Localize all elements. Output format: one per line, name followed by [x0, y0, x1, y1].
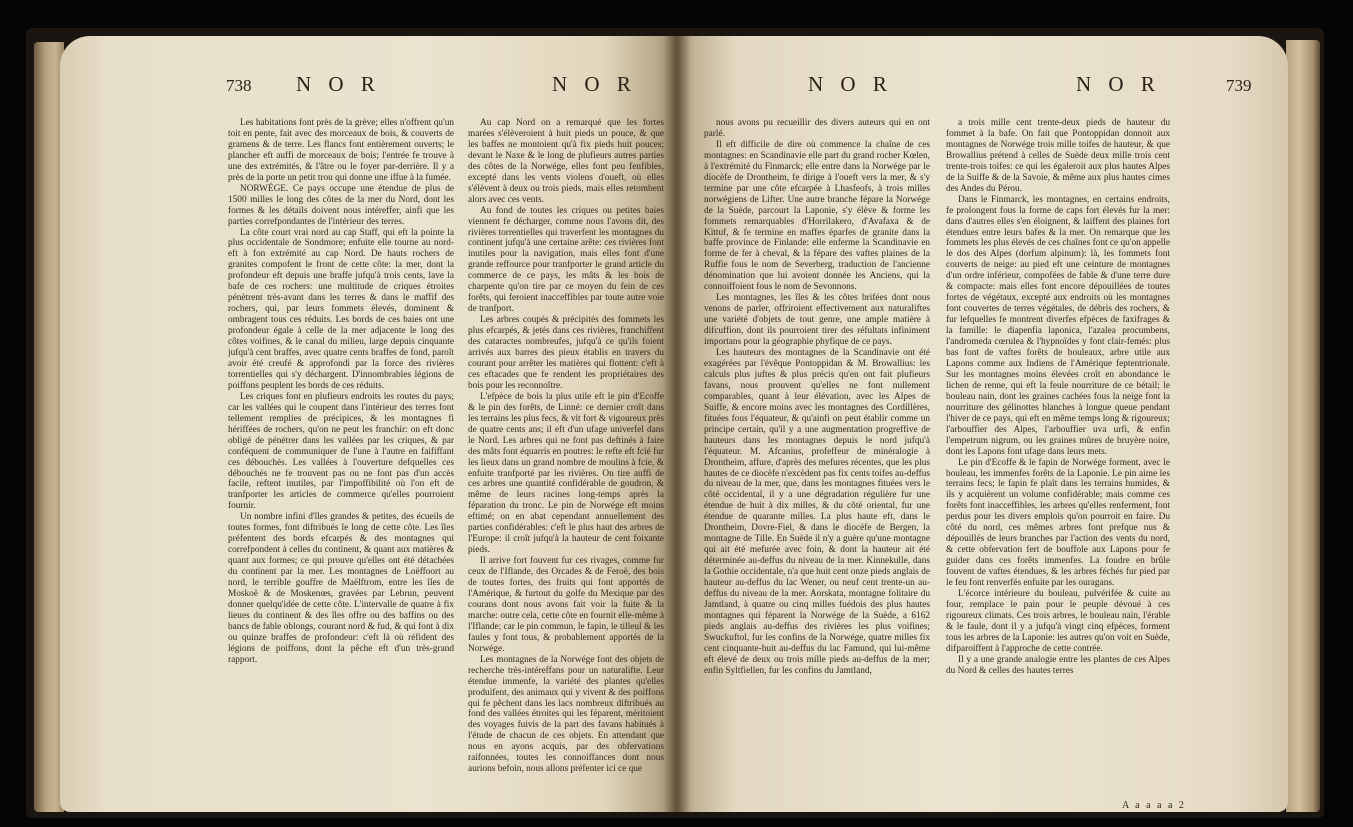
paragraph: Les montagnes de la Norwége font des objets de recherche très-intéreffans pour un naturalifte. Leur étendue immenfe, la variété des plantes qu'elles produifent, des animaux qui y vivent & des poiffons qui fe pêchent dans les lacs nombreux diftribués au fond des vallées étroites qui les féparent, méritoient des voyages fuivis de la part des favans habitués à l'étude de chacun de ces objets. En attendant que nous en ayons acquis, par des obfervations raifonnées, toutes les connoiffances dont nous aurions befoin, nous allons préfenter ici ce que [468, 654, 664, 775]
right-page-edges [1286, 40, 1320, 812]
left-page-number: 738 [226, 76, 252, 95]
left-page [60, 36, 676, 812]
left-column-1 [228, 118, 454, 798]
left-running-head-2: N O R [552, 72, 637, 96]
signature-mark: A a a a a 2 [1122, 800, 1186, 811]
right-column-2 [946, 118, 1170, 798]
paragraph: L'efpèce de bois la plus utile eft le pin d'Ecoffe & le pin des forêts, de Linné: ce dernier croît dans les terrains les plus fecs, & vit fort & vigoureux près de quatre cents ans; il eft d'un ufage univerfel dans le Nord. Les arbres qui ne font pas deftinés à faire des mâts font équarris en poutres: le refte eft fcié fur les lieux dans un grand nombre de moulins à fcie, & enfuite tranfporté par les rivières. On tire auffi de ces arbres une quantité confidérable de goudron, & même de leurs racines long-temps après la féparation du tronc. Le pin de Norwége eft moins eftimé; on en abat cependant annuellement des parties confidérables: c'eft le plus haut des arbres de l'Europe: il croît jufqu'à la hauteur de cent foixante pieds. [468, 391, 664, 556]
paragraph: Les criques font en plufieurs endroits les routes du pays; car les vallées qui le coupent dans l'intérieur des terres font tellement remplies de précipices, & les montagnes fi hériffées de rochers, qu'on ne peut les franchir: on eft donc obligé de pénétrer dans les vallées par les criques, & par conféquent de communiquer de l'une à l'autre en faififfant ces débouchés. Les vallées à l'ouverture defquelles ces débouchés ne fe trouvent pas ou ne font pas d'un accès facile, reftent inutiles, par l'impoffibilité où l'on eft de tranfporter les articles de commerce qu'elles pourroient fournir. [228, 391, 454, 512]
book-gutter [664, 36, 690, 812]
right-column-1 [704, 118, 930, 798]
paragraph: Le pin d'Ecoffe & le fapin de Norwége forment, avec le bouleau, les immenfes forêts de la Laponie. Le pin aime les terrains fecs; le fapin fe plaît dans les terrains humides, & ils y acquièrent un volume confidérable; mais comme ces forêts font inacceffibles, les arbres qu'elles renferment, font perdus pour les divers emplois qu'on pourroit en faire. Du côté du nord, ces mêmes arbres font prefque nus & dépouillés de leurs branches par l'action des vents du nord, & cette obfervation fert de bouffole aux Lapons pour fe guider dans ces forêts immenfes. La foudre en brûle fouvent de vaftes étendues, & les arbres féchés fur pied par le feu font renverfés enfuite par les ouragans. [946, 457, 1170, 589]
right-page [676, 36, 1288, 812]
paragraph: Les hauteurs des montagnes de la Scandinavie ont été exagérées par l'évêque Pontoppidan & M. Browallius: les calculs plus juftes & plus précis qu'en ont fait plufieurs favans, nous prouvent qu'elles ne font nullement comparables, quant à leur élévation, avec les Alpes de Suiffe, & encore moins avec les montagnes des Cordillères, fituées fous l'équateur, & qu'ainfi on peut établir comme un principe certain, qu'il y a une augmentation progreffive de hauteurs dans les montagnes depuis le nord jufqu'à l'équateur. M. Afcanius, profeffeur de minéralogie à Drontheim, affure, d'après des mefures récentes, que les plus hautes de ce diocèfe n'excèdent pas fix cents toifes au-deffus du niveau de la mer, que, dans les montagnes fituées vers le côté occidental, il y a une dégradation régulière fur une étendue de huit à dix milles, & du côté oriental, fur une étendue de quarante milles. La plus haute eft, dans le Drontheim, Dovre-Fiel, & dans le diocèfe de Bergen, la montagne de Tille. En Suède il n'y a guère qu'une montagne qui ait été mefurée avec foin, & dont la hauteur ait été déterminée au-deffus du niveau de la mer. Kinnekulle, dans la Gothie occidentale, n'a que huit cent onze pieds anglais de hauteur au-deffus du lac Wener, ou neuf cent trente-un au-deffus du niveau de la mer. Aorskata, montagne folitaire du Jamtland, à quatre ou cinq milles fuédois des plus hautes montagnes qui féparent la Norwége de la Suède, a 6162 pieds anglais au-deffus des rivières les plus voifines; Swuckuftol, fur les confins de la Norwége, quatre milles fix cent cinquante-huit au-deffus du lac Famund, qui lui-même eft élevé de deux ou trois mille pieds au-deffus de la mer; enfin Syltfiellen, fur les confins du Jamtland, [704, 348, 930, 676]
paragraph: nous avons pu recueillir des divers auteurs qui en ont parlé. [704, 118, 930, 139]
right-running-head-2: N O R [1076, 72, 1161, 96]
paragraph: NORWÉGE. Ce pays occupe une étendue de plus de 1500 milles le long des côtes de la mer du Nord, dont les formes & les détails doivent nous intéreffer, ainfi que les parties correfpondantes de l'intérieur des terres. [228, 183, 454, 227]
paragraph: Les arbres coupés & précipités des fommets les plus efcarpés, & jetés dans ces rivières, franchiffent des cataractes nombreufes, jufqu'à ce qu'ils foient arrivés aux barres des pieux établis en travers du courant pour arrêter les matières qui flottent: c'eft à ces eftacades que fe rendent les propriétaires des bois pour les reconnoître. [468, 315, 664, 391]
paragraph: Les habitations font près de la grève; elles n'offrent qu'un toit en pente, fait avec des morceaux de bois, & couverts de gramens & de terre. Les flancs font entièrement ouverts; le plancher eft auffi de morceaux de bois; l'entrée fe trouve à une des extrémités, & l'âtre ou le foyer par-derrière. Il y a près de la porte un petit trou qui donne une iffue à la fumée. [228, 118, 454, 183]
paragraph: Il arrive fort fouvent fur ces rivages, comme fur ceux de l'Iflande, des Orcades & de Feroë, des bois de toutes fortes, des fruits qui font apportés de l'Amérique, & furtout du golfe du Mexique par des courans dont nous avons fait voir la fuite & la marche: outre cela, cette côte en fournit elle-même à l'Iflande; car le pin commun, le fapin, le tilleul & les faules y font tous, & probablement apportés de la Norwége. [468, 556, 664, 654]
paragraph: Au fond de toutes les criques ou petites baies viennent fe décharger, comme nous l'avons dit, des rivières torrentielles qui traverfent les montagnes du continent jufqu'à une certaine arête: ces rivières font inutiles pour la navigation, mais elles font d'une grande reffource pour tranfporter le grand article du commerce de ce pays, les mâts & les bois de charpente qu'on tire par ce moyen du fein de ces forêts, qui feroient inacceffibles par toute autre voie de tranfport. [468, 205, 664, 315]
paragraph: La côte court vrai nord au cap Staff, qui eft la pointe la plus occidentale de Sondmore; enfuite elle tourne au nord-eft à fon extrémité au cap Nord. De hauts rochers de granites compofent le front de cette côte: la mer, dont la profondeur eft depuis une braffe jufqu'à trois cents, lave la bafe de ces rochers: une multitude de criques étroites pénètrent très-avant dans les terres & dans le maffif des rochers, qui, par leurs fommets élevés, dominent & ombragent tous ces réduits. Les bords de ces baies ont une profondeur égale à celle de la mer adjacente le long des côtes voifines, & le canal du milieu, large depuis cinquante jufqu'à cent braffes, avec quatre cents braffes de fond, paroît avoir été creufé & approfondi par la force des rivières torrentielles qui s'y déchargent. D'innombrables légions de poiffons peuplent les bords de ces réduits. [228, 227, 454, 391]
paragraph: a trois mille cent trente-deux pieds de hauteur du fommet à la bafe. On fait que Pontoppidan donnoit aux montagnes de Norwége trois mille toifes de hauteur, & que Browallius prétend à celles de Suède deux mille trois cent trente-trois toifes: ce qui les égaleroit aux plus hautes Alpes de la Suiffe & de la Savoie, & même aux plus hautes cimes des Andes du Pérou. [946, 118, 1170, 194]
paragraph: L'écorce intérieure du bouleau, pulvérifée & cuite au four, remplace le pain pour le peuple dévoué à ces rigoureux climats. Ces trois arbres, le bouleau nain, l'érable & le faule, dont il y a jufqu'à vingt cinq efpèces, forment tous les arbres de la Laponie: les autres qu'on voit en Suède, difparoiffent à l'approche de cette contrée. [946, 588, 1170, 654]
paragraph: Un nombre infini d'îles grandes & petites, des écueils de toutes formes, font diftribués le long de cette côte. Les îles préfentent des bords efcarpés & des montagnes qui correfpondent à celles du continent, & quant aux matières & quant aux formes; ce qui prouve qu'elles ont été détachées du continent par la mer. Les montagnes de Loëffoort au nord, le terrible gouffre de Maëlftrom, entre les îles de Moskoë & de Moskenœs, gravées par Lebrun, peuvent donner quelqu'idée de cette côte. L'intervalle de quatre à fix lieues du continent & des îles offre ou des baffins ou des bancs de fable oblongs, courant nord & fud, & qui font à dix ou quinze braffes de profondeur: c'eft là où réfident des légions de poiffons, dont la pêche eft d'un très-grand rapport. [228, 512, 454, 665]
paragraph: Il eft difficile de dire où commence la chaîne de ces montagnes: en Scandinavie elle part du grand rocher Kœlen, à l'extrémité du Finmarck; elle entre dans la Norwége par le diocèfe de Drontheim, fe dirige à l'oueft vers la mer, & s'y termine par une côte efcarpée à Lhasfeofs, à trois milles norwégiens de Lifter. Une autre branche fépare la Norwége de la Suède, parcourt la Laponie, s'y élève & forme les fommets remarquables d'Horrilakero, d'Avafaxa & de Kittuf, & fe termine en maffes éparfes de granite dans la baffe province de Finlande: elle enferme la Scandinavie en forme de fer à cheval, & la fépare des vaftes plaines de la Ruffie fous le nom de Severberg, traduction de l'ancienne dénomination que lui avoient donnée les Anciens, qui la connoiffoient fous le nom de Sevonnons. [704, 139, 930, 293]
left-column-2 [468, 118, 664, 798]
right-running-head-1: N O R [808, 72, 893, 96]
paragraph: Dans le Finmarck, les montagnes, en certains endroits, fe prolongent fous la forme de caps fort élevés fur la mer: dans d'autres elles s'en éloignent, & laiffent des plaines fort étendues entre leurs bafes & la mer. On remarque que les fommets les plus élevés de ces chaînes font ce qu'on appelle le dos des Alpes (dorfum alpinum): là, les fommets font couverts de neige: au pied eft une ceinture de montagnes d'un ordre inférieur, compofées de fable & d'une terre dure & compacte: mais elles font encore dépouillées de toutes fortes de végétaux, excepté aux endroits où les montagnes font couvertes de terres végétales, de débris des rochers, & fur lefquelles fe montrent diverfes efpèces de faxifrages & la famille: le diapenfia laponica, l'azalea procumbens, l'andromeda cœrulea & l'hypnoïdes y font clair-femés: plus bas font de vaftes forêts de bouleaux, arbre utile aux Lapons comme aux Indiens de l'Amérique feptentrionale. Sur les montagnes moins élevées croît en abondance le lichen de renne, qui eft la feule nourriture de ce bétail; le bouleau nain, dont les graines cachées fous la neige font la nourriture des gélinottes blanches à longue queue pendant l'hiver de ce pays, qui eft en même temps long & rigoureux; l'arbouffier des Alpes, l'arbouffier uva urfi, & enfin l'empetrum nigrum, ou les graines mûres de bruyère noire, dont les Lapons font ufage dans leurs mets. [946, 194, 1170, 457]
paragraph: Au cap Nord on a remarqué que les fortes marées s'élèveroient à huit pieds un pouce, & que les baffes ne montoient qu'à fix pieds huit pouces; devant le Naxe & le long de plufieurs autres parties des côtes de la Norwége, elles font peu fenfibles, excepté dans les vents violens d'oueft, où elles s'élèvent à deux ou trois pieds, mais elles retombent alors avec ces vents. [468, 118, 664, 205]
right-page-number: 739 [1226, 76, 1252, 95]
paragraph: Les montagnes, les îles & les côtes brifées dont nous venons de parler, offriroient effectivement aux naturaliftes une variété d'objets de tout genre, une ample matière à difcuffion, dont ils pourroient tirer des réfultats infiniment importans pour la géographie phyfique de ce pays. [704, 293, 930, 348]
left-running-head-1: N O R [296, 72, 381, 96]
paragraph: Il y a une grande analogie entre les plantes de ces Alpes du Nord & celles des hautes terres [946, 654, 1170, 676]
